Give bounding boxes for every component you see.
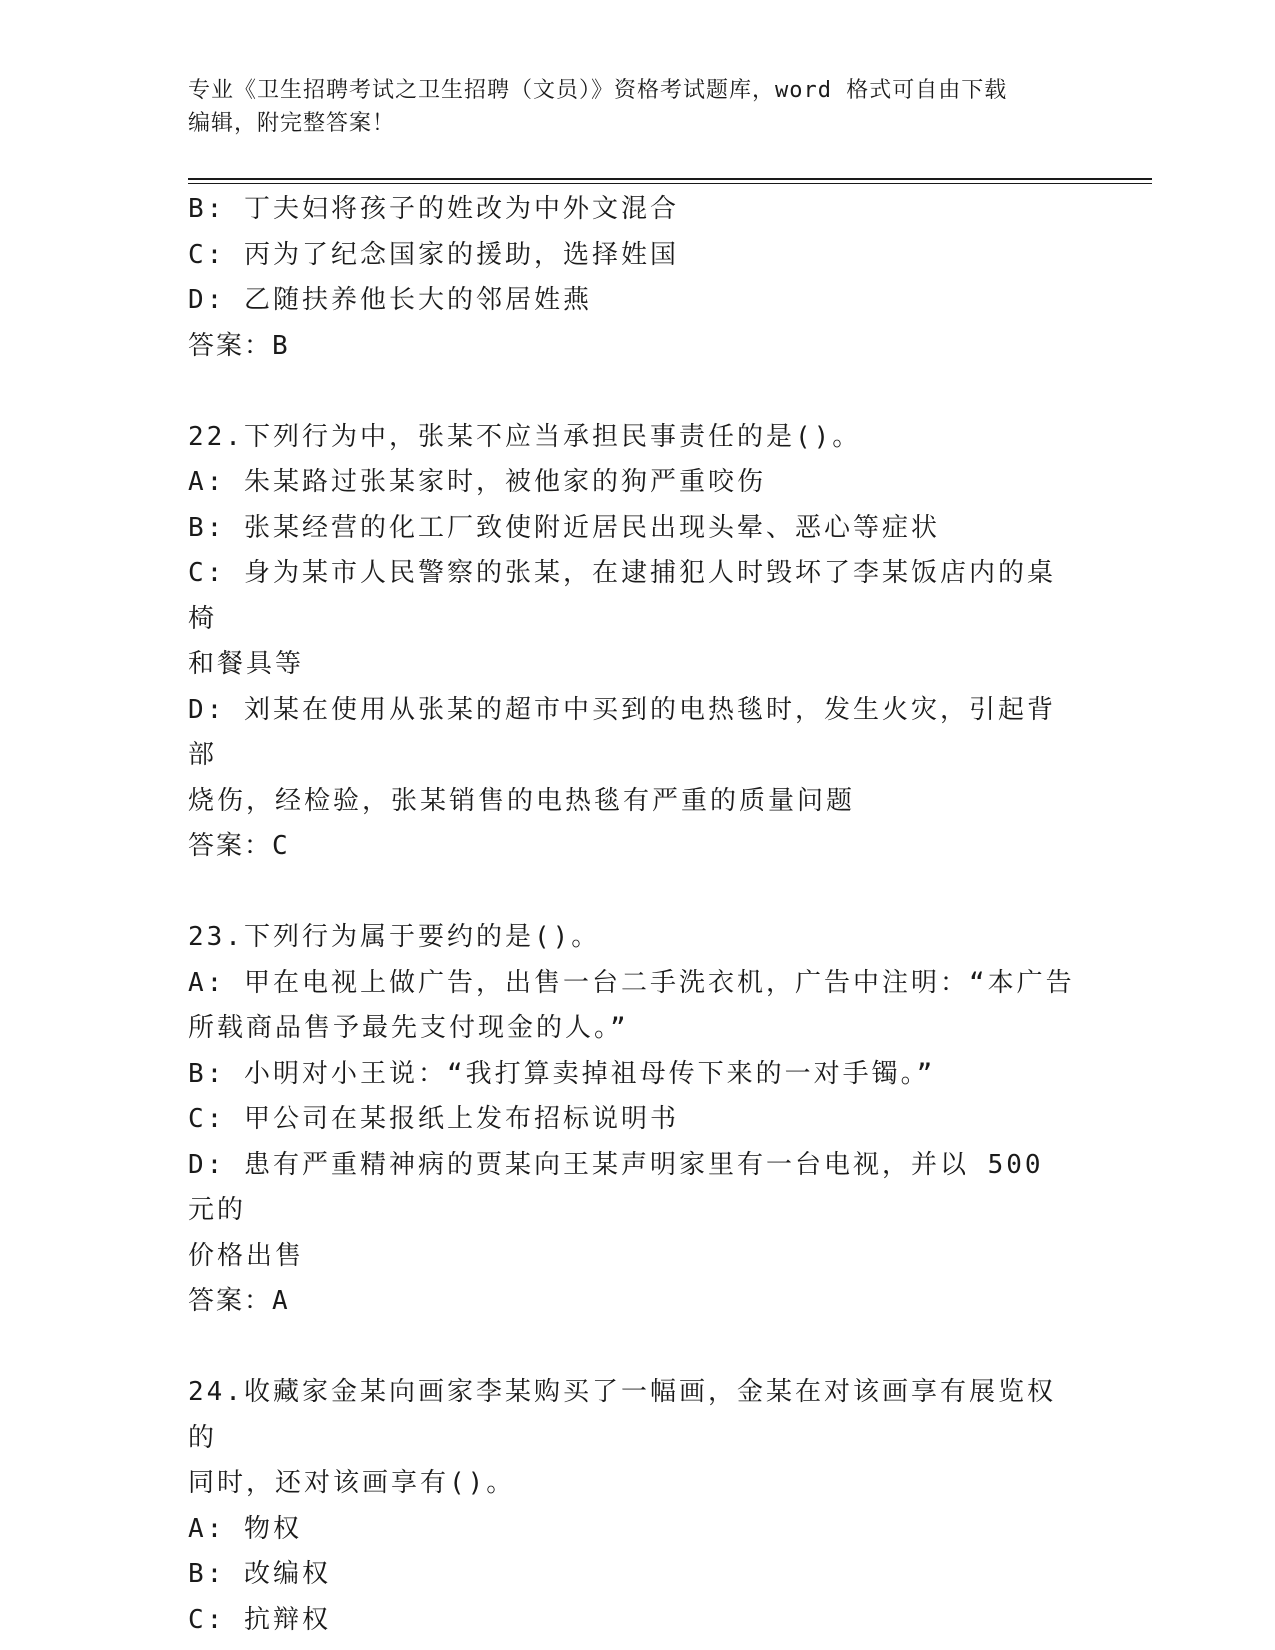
option-d: D: 刘某在使用从张某的超市中买到的电热毯时，发生火灾，引起背部 (188, 694, 1056, 770)
question-stem-continued: 同时，还对该画享有()。 (188, 1468, 516, 1498)
option-c: C: 丙为了纪念国家的援助，选择姓国 (188, 239, 679, 270)
question-24 (188, 1370, 1078, 1643)
question-stem: 22.下列行为中，张某不应当承担民事责任的是()。 (188, 421, 862, 452)
question-21-tail (188, 187, 1078, 369)
header-divider-thin (188, 183, 1152, 184)
option-d-continued: 价格出售 (188, 1240, 305, 1271)
option-b: B: 改编权 (188, 1559, 331, 1589)
spacer (188, 1325, 1078, 1371)
answer: 答案：B (188, 330, 290, 361)
answer: 答案：C (188, 831, 290, 861)
option-c-continued: 和餐具等 (188, 649, 305, 679)
header-line-2: 编辑，附完整答案！ (188, 111, 396, 136)
spacer (188, 870, 1078, 916)
header-line-1: 专业《卫生招聘考试之卫生招聘（文员）》资格考试题库，word 格式可自由下载 (188, 78, 1008, 103)
option-b: B: 小明对小王说：“我打算卖掉祖母传下来的一对手镯。” (188, 1058, 936, 1089)
option-a: A: 甲在电视上做广告，出售一台二手洗衣机，广告中注明：“本广告 (188, 967, 1075, 998)
option-d: D: 乙随扶养他长大的邻居姓燕 (188, 285, 592, 315)
header-divider-thick (188, 178, 1152, 180)
question-23 (188, 915, 1078, 1325)
option-b: B: 丁夫妇将孩子的姓改为中外文混合 (188, 194, 679, 224)
option-b: B: 张某经营的化工厂致使附近居民出现头晕、恶心等症状 (188, 512, 940, 543)
page-header (188, 74, 1068, 140)
option-d: D: 患有严重精神病的贾某向王某声明家里有一台电视，并以 500 元的 (188, 1149, 1063, 1225)
option-a-continued: 所载商品售予最先支付现金的人。” (188, 1013, 629, 1043)
option-a: A: 朱某路过张某家时，被他家的狗严重咬伤 (188, 467, 766, 497)
answer: 答案：A (188, 1286, 290, 1316)
option-d-continued: 烧伤，经检验，张某销售的电热毯有严重的质量问题 (188, 785, 856, 816)
question-stem: 24.收藏家金某向画家李某购买了一幅画，金某在对该画享有展览权的 (188, 1377, 1056, 1453)
question-22 (188, 415, 1078, 870)
question-stem: 23.下列行为属于要约的是()。 (188, 922, 601, 952)
option-c: C: 甲公司在某报纸上发布招标说明书 (188, 1104, 679, 1134)
option-a: A: 物权 (188, 1513, 302, 1544)
option-c: C: 抗辩权 (188, 1604, 331, 1635)
option-c: C: 身为某市人民警察的张某，在逮捕犯人时毁坏了李某饭店内的桌椅 (188, 558, 1056, 634)
spacer (188, 369, 1078, 415)
question-list (188, 187, 1078, 1643)
